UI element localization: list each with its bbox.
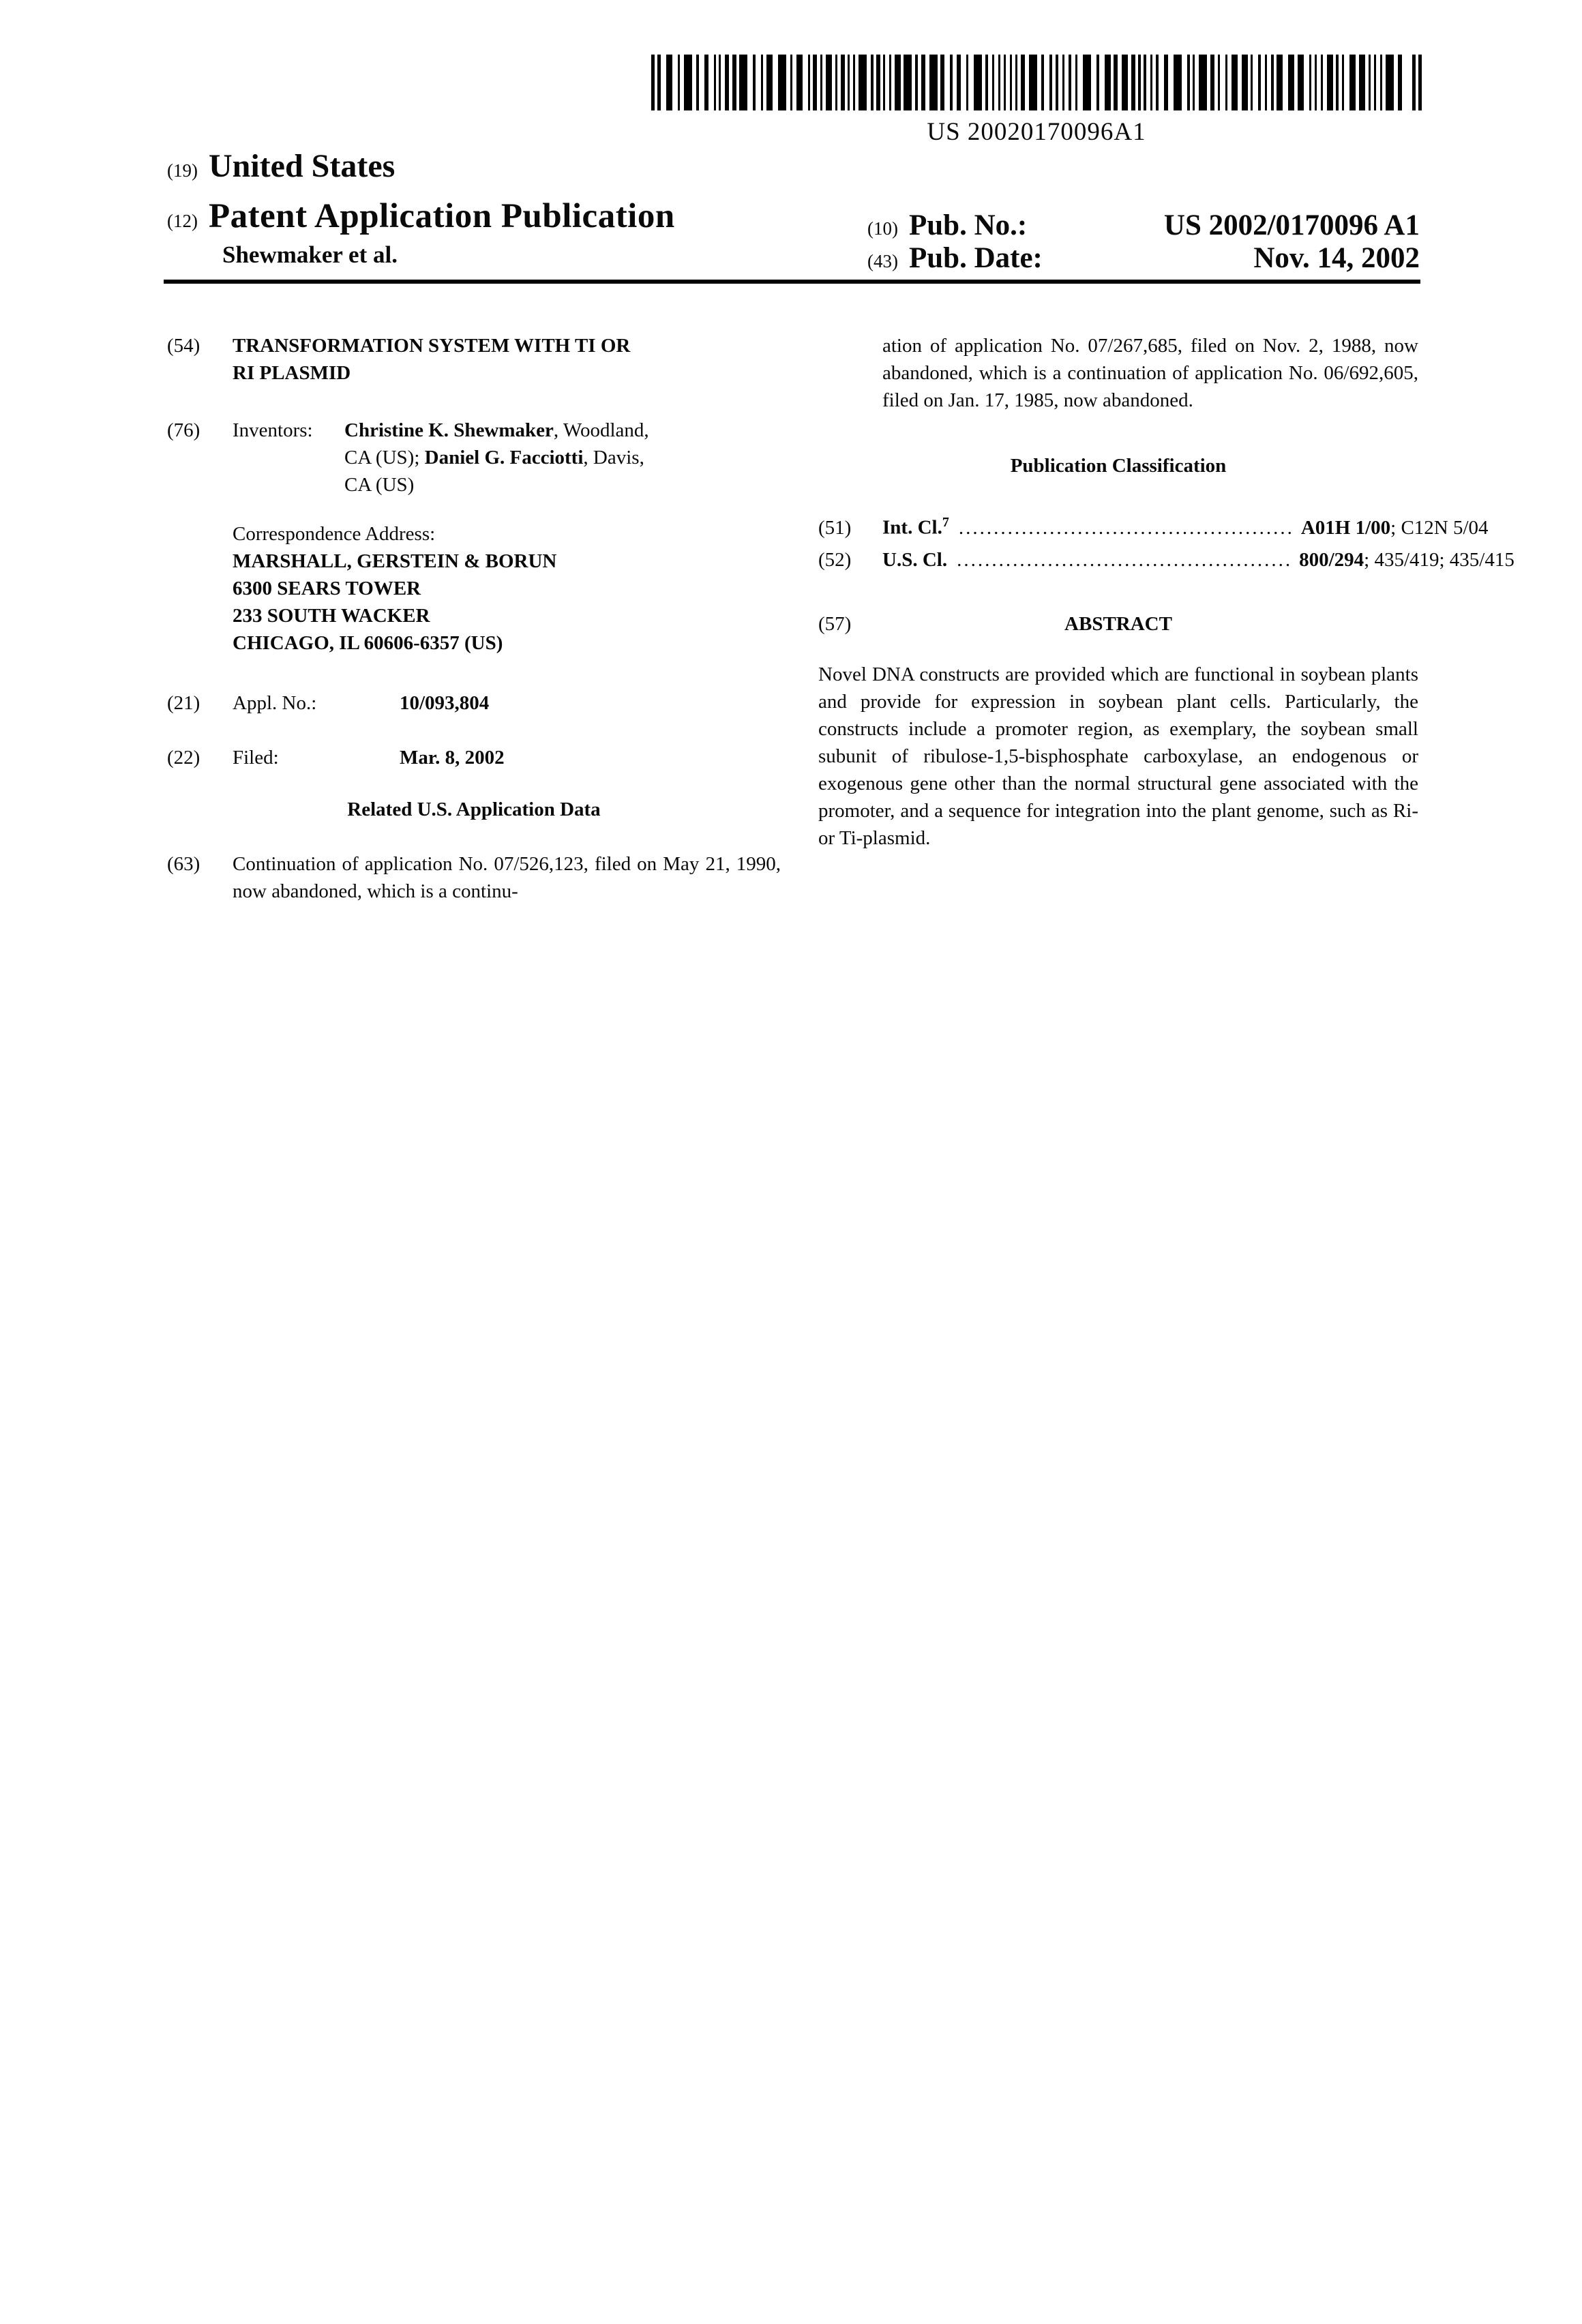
continuation-text-continued: ation of application No. 07/267,685, filed on Nov. 2, 1988, now abandoned, which is a continuation of application No. 06/692,605, filed on Jan. 17, 1985, now abandoned. xyxy=(882,335,1418,411)
correspondence-line: CHICAGO, IL 60606-6357 (US) xyxy=(233,632,503,654)
filed-value: Mar. 8, 2002 xyxy=(400,747,505,769)
appl-no-label: Appl. No.: xyxy=(233,692,317,714)
appl-no-entry xyxy=(167,689,781,717)
field-num-51: (51) xyxy=(818,516,852,539)
invention-title-line1: TRANSFORMATION SYSTEM WITH TI OR xyxy=(233,335,631,357)
field-num-52: (52) xyxy=(818,548,852,571)
dot-leader: ................................................ xyxy=(958,516,1294,539)
us-cl-value: 800/294; 435/419; 435/415 xyxy=(1299,548,1514,571)
correspondence-line: 233 SOUTH WACKER xyxy=(233,605,430,627)
country-name: United States xyxy=(208,148,395,184)
correspondence-line: 6300 SEARS TOWER xyxy=(233,578,421,599)
inventors-label: Inventors: xyxy=(233,419,313,441)
pub-no-row xyxy=(867,209,1420,242)
pub-date-label: Pub. Date: xyxy=(908,242,1043,274)
int-cl-sup: 7 xyxy=(942,515,949,530)
barcode-number: US 20020170096A1 xyxy=(927,118,1146,146)
header-country-row xyxy=(167,147,395,185)
correspondence-address xyxy=(233,520,781,657)
publication-type: Patent Application Publication xyxy=(208,197,675,235)
us-cl-row xyxy=(818,544,1514,576)
abstract-heading: ABSTRACT xyxy=(1064,612,1172,635)
correspondence-entry xyxy=(167,520,781,657)
invention-title-line2: RI PLASMID xyxy=(233,362,351,384)
continuation-entry xyxy=(167,850,781,905)
pub-date-value: Nov. 14, 2002 xyxy=(1253,242,1420,274)
kind-code-19: (19) xyxy=(167,160,198,181)
int-cl-value: A01H 1/00; C12N 5/04 xyxy=(1300,516,1489,539)
author-line: Shewmaker et al. xyxy=(222,241,398,268)
appl-no-value: 10/093,804 xyxy=(400,692,490,714)
inventors-entry xyxy=(167,417,781,498)
header-divider xyxy=(164,280,1420,284)
kind-code-43: (43) xyxy=(867,251,898,271)
continuation-text: Continuation of application No. 07/526,123, filed on May 21, 1990, now abandoned, which is a continu- xyxy=(233,853,781,902)
inventor-line: CA (US) xyxy=(344,474,415,496)
int-cl-label: Int. Cl.$^7$ xyxy=(882,515,949,539)
field-num-22: (22) xyxy=(167,747,200,769)
filed-entry xyxy=(167,744,781,771)
kind-code-10: (10) xyxy=(867,218,898,239)
correspondence-line: MARSHALL, GERSTEIN & BORUN xyxy=(233,550,557,572)
related-data-heading: Related U.S. Application Data xyxy=(347,799,601,820)
int-cl-row xyxy=(818,507,1489,544)
filed-label: Filed: xyxy=(233,747,279,769)
pub-no-value: US 2002/0170096 A1 xyxy=(1163,209,1420,241)
field-num-57: (57) xyxy=(818,612,852,635)
left-column xyxy=(167,332,781,905)
us-cl-label: U.S. Cl. xyxy=(882,548,948,571)
classification-heading: Publication Classification xyxy=(1010,455,1227,477)
field-num-54: (54) xyxy=(167,335,200,357)
pub-no-label: Pub. No.: xyxy=(908,209,1028,241)
inventor-line: Christine K. Shewmaker, Woodland, xyxy=(344,419,649,441)
abstract-heading-row xyxy=(818,610,1418,638)
kind-code-12: (12) xyxy=(167,211,198,231)
inventor-line: CA (US); Daniel G. Facciotti, Davis, xyxy=(344,447,644,468)
barcode-icon xyxy=(651,55,1422,110)
invention-title-entry xyxy=(167,332,781,387)
pub-date-row xyxy=(867,241,1420,275)
field-num-63: (63) xyxy=(167,853,200,875)
correspondence-label: Correspondence Address: xyxy=(233,523,436,545)
abstract-text: Novel DNA constructs are provided which are functional in soybean plants and provide for expression in soybean plant cells. Particularly, the constructs include a promoter region, as exemplary, the soybean small subunit of ribulose-1,5-bisphosphate carboxylase, an endogenous or exogenous gene other than the normal structural gene associated with the promoter, and a sequence for integration into the plant genome, such as Ri- or Ti-plasmid. xyxy=(818,663,1418,849)
right-column xyxy=(818,332,1514,852)
invention-title xyxy=(233,332,781,387)
field-num-21: (21) xyxy=(167,692,200,714)
field-num-76: (76) xyxy=(167,419,200,441)
inventors-names xyxy=(344,417,649,498)
dot-leader: ................................................ xyxy=(957,548,1293,571)
header-doctype-row xyxy=(167,196,675,236)
